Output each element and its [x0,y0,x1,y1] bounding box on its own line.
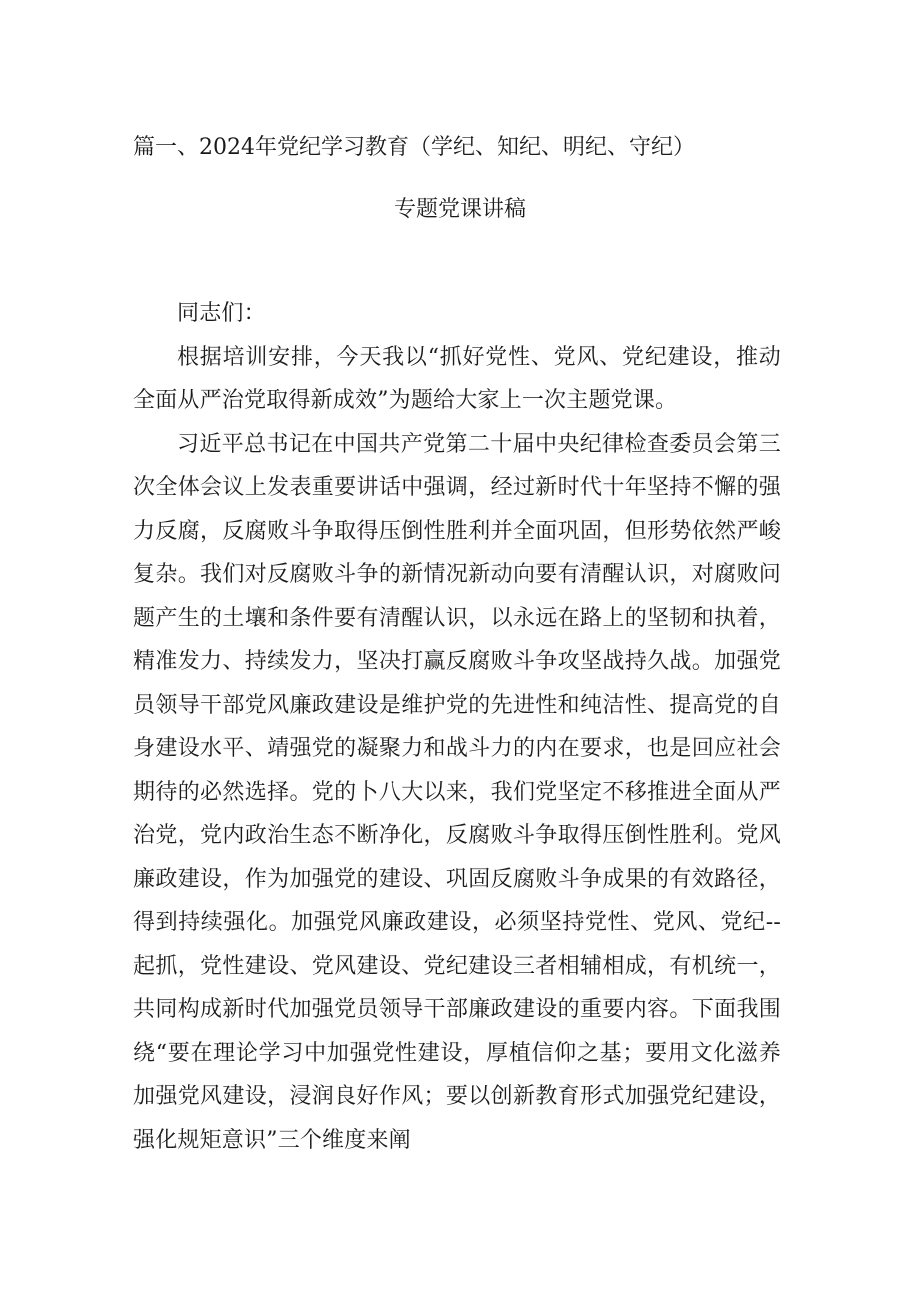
paragraph-1: 根据培训安排，今天我以“抓好党性、党风、党纪建设，推动全面从严治党取得新成效”为题给大家上一次主题党课。 [133,344,781,413]
greeting: 同志们： [177,301,266,326]
paragraph-2: 习近平总书记在中国共产党第二十届中央纪律检查委员会第三次全体会议上发表重要讲话中强调，经过新时代十年坚持不懈的强力反腐，反腐败斗争取得压倒性胜利并全面巩固，但形势依然严峻复杂。我们对反腐败斗争的新情况新动向要有清醒认识，对腐败问题产生的土壤和条件要有清醒认识，以永远在路上的坚韧和执着，精准发力、持续发力，坚决打赢反腐败斗争攻坚战持久战。加强党员领导干部党风廉政建设是维护党的先进性和纯洁性、提高党的自身建设水平、靖强党的凝聚力和战斗力的内在要求，也是回应社会期待的必然选择。党的卜八大以来，我们党坚定不移推进全面从严治党，党内政治生态不断净化，反腐败斗争取得压倒性胜利。党风廉政建设，作为加强党的建设、巩固反腐败斗争成果的有效路径，得到持续强化。加强党风廉政建设，必须坚持党性、党风、党纪--起抓，党性建设、党风建设、党纪建设三者相辅相成，有机统一，共同构成新时代加强党员领导干部廉政建设的重要内容。下面我围绕“要在理论学习中加强党性建设，厚植信仰之基；要用文化滋养加强党风建设，浸润良好作风；要以创新教育形式加强党纪建设，强化规矩意识”三个维度来阐 [133,431,781,1153]
document-title-line-1: 篇一、2024年党纪学习教育（学纪、知纪、明纪、守纪） [133,135,695,160]
document-body [133,292,781,1162]
document-title-line-2: 专题党课讲稿 [393,197,526,222]
